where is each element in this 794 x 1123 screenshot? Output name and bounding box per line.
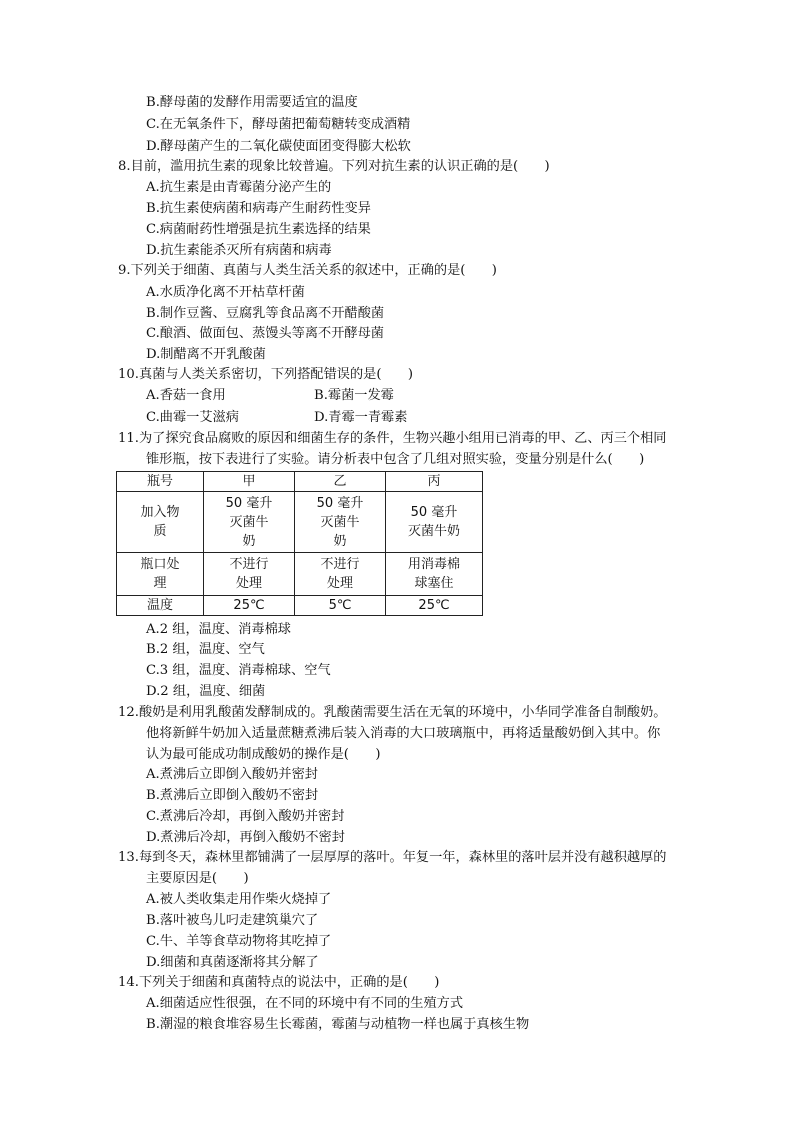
- q13-stem-line1: 13.每到冬天，森林里都铺满了一层厚厚的落叶。年复一年，森林里的落叶层并没有越积越厚的: [118, 850, 667, 865]
- q7-option-d: D.酵母菌产生的二氧化碳使面团变得膨大松软: [146, 139, 411, 154]
- q10-option-a: A.香菇一食用: [146, 388, 226, 403]
- table-header-row: [117, 472, 483, 492]
- q7-option-c: C.在无氧条件下，酵母菌把葡萄糖转变成酒精: [146, 117, 411, 132]
- q12-option-b: B.煮沸后立即倒入酸奶不密封: [146, 788, 319, 803]
- q9-option-b: B.制作豆酱、豆腐乳等食品离不开醋酸菌: [146, 306, 385, 321]
- q11-option-a: A.2 组，温度、消毒棉球: [146, 622, 291, 637]
- q10-option-c: C.曲霉一艾滋病: [146, 410, 239, 425]
- table-cell: 50 毫升 灭菌牛 奶: [295, 492, 386, 553]
- q8-stem: 8.目前，滥用抗生素的现象比较普遍。下列对抗生素的认识正确的是( ): [118, 159, 550, 174]
- q8-option-b: B.抗生素使病菌和病毒产生耐药性变异: [146, 201, 371, 216]
- q12-stem-line2: 他将新鲜牛奶加入适量蔗糖煮沸后装入消毒的大口玻璃瓶中，再将适量酸奶倒入其中。你: [146, 726, 661, 741]
- q12-stem-line1: 12.酸奶是利用乳酸菌发酵制成的。乳酸菌需要生活在无氧的环境中，小华同学准备自制酸奶。: [118, 705, 667, 720]
- q13-option-a: A.被人类收集走用作柴火烧掉了: [146, 892, 332, 907]
- q13-option-b: B.落叶被鸟儿叼走建筑巢穴了: [146, 913, 319, 928]
- q11-stem-line2: 锥形瓶，按下表进行了实验。请分析表中包含了几组对照实验，变量分别是什么( ): [146, 452, 645, 467]
- q14-option-a: A.细菌适应性很强，在不同的环境中有不同的生殖方式: [146, 996, 464, 1011]
- q11-option-b: B.2 组，温度、空气: [146, 642, 265, 657]
- q9-stem: 9.下列关于细菌、真菌与人类生活关系的叙述中，正确的是( ): [118, 263, 497, 278]
- q14-stem: 14.下列关于细菌和真菌特点的说法中，正确的是( ): [118, 975, 440, 990]
- table-row: [117, 553, 483, 596]
- q12-option-a: A.煮沸后立即倒入酸奶并密封: [146, 767, 318, 782]
- q10-option-b: B.霉菌一发霉: [314, 388, 394, 403]
- q11-option-d: D.2 组，温度、细菌: [146, 684, 266, 699]
- q8-option-a: A.抗生素是由青霉菌分泌产生的: [146, 180, 332, 195]
- q9-option-a: A.水质净化离不开枯草杆菌: [146, 285, 305, 300]
- q11-stem-line1: 11.为了探究食品腐败的原因和细菌生存的条件，生物兴趣小组用已消毒的甲、乙、丙三个相同: [118, 431, 667, 446]
- table-header-cell: 丙: [386, 472, 483, 492]
- q12-option-c: C.煮沸后冷却，再倒入酸奶并密封: [146, 809, 345, 824]
- q9-option-d: D.制醋离不开乳酸菌: [146, 347, 266, 362]
- q12-option-d: D.煮沸后冷却，再倒入酸奶不密封: [146, 830, 345, 845]
- q7-option-b: B.酵母菌的发酵作用需要适宜的温度: [146, 95, 358, 110]
- table-row: [117, 596, 483, 616]
- q13-option-c: C.牛、羊等食草动物将其吃掉了: [146, 934, 332, 949]
- q12-stem-line3: 认为最可能成功制成酸奶的操作是( ): [146, 747, 381, 762]
- table-cell: 50 毫升 灭菌牛 奶: [204, 492, 295, 553]
- table-cell: 25℃: [386, 596, 483, 616]
- q10-option-d: D.青霉一青霉素: [314, 410, 408, 425]
- table-cell: 瓶口处 理: [117, 553, 204, 596]
- q10-stem: 10.真菌与人类关系密切，下列搭配错误的是( ): [118, 367, 414, 382]
- q14-option-b: B.潮湿的粮食堆容易生长霉菌，霉菌与动植物一样也属于真核生物: [146, 1017, 530, 1032]
- table-cell: 不进行 处理: [295, 553, 386, 596]
- q9-option-c: C.酿酒、做面包、蒸馒头等离不开酵母菌: [146, 326, 384, 341]
- table-row: [117, 492, 483, 553]
- q13-option-d: D.细菌和真菌逐渐将其分解了: [146, 955, 319, 970]
- table-cell: 25℃: [204, 596, 295, 616]
- table-cell: 不进行 处理: [204, 553, 295, 596]
- experiment-table: [116, 471, 483, 616]
- table-cell: 加入物 质: [117, 492, 204, 553]
- table-header-cell: 瓶号: [117, 472, 204, 492]
- table-header-cell: 甲: [204, 472, 295, 492]
- q13-stem-line2: 主要原因是( ): [146, 871, 249, 886]
- table-cell: 温度: [117, 596, 204, 616]
- q8-option-c: C.病菌耐药性增强是抗生素选择的结果: [146, 222, 371, 237]
- q8-option-d: D.抗生素能杀灭所有病菌和病毒: [146, 243, 332, 258]
- table-cell: 5℃: [295, 596, 386, 616]
- q11-option-c: C.3 组，温度、消毒棉球、空气: [146, 663, 331, 678]
- table-cell: 用消毒棉 球塞住: [386, 553, 483, 596]
- table-cell: 50 毫升 灭菌牛奶: [386, 492, 483, 553]
- table-header-cell: 乙: [295, 472, 386, 492]
